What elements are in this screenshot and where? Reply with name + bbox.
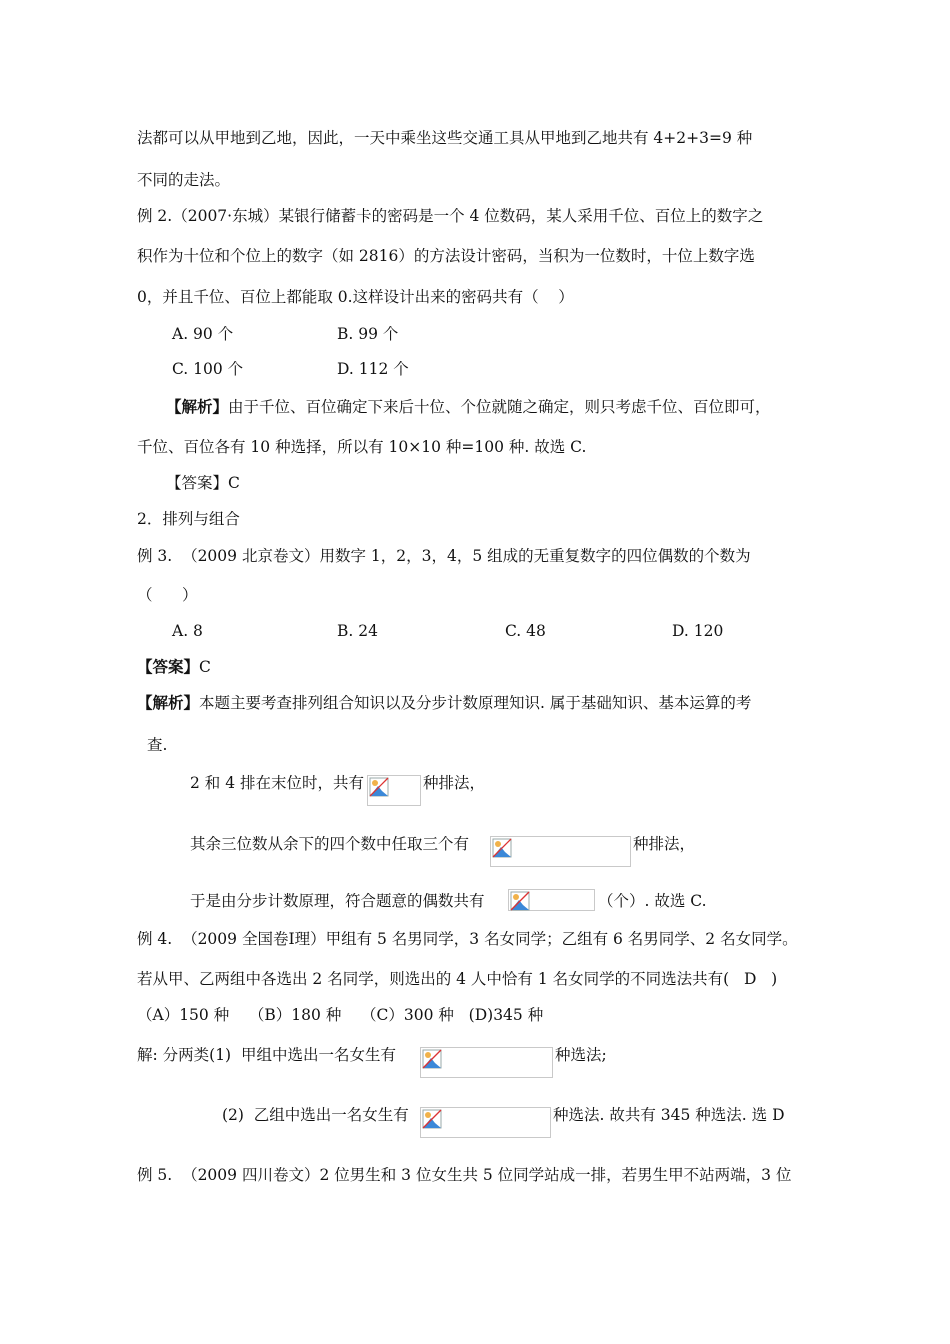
analysis-line [166, 397, 771, 417]
broken-image-icon [367, 775, 421, 806]
text-line: 种选法. 故共有 345 种选法. 选 D [553, 1106, 785, 1124]
option-b: B. 24 [337, 622, 378, 640]
option-a: A. 8 [172, 622, 203, 640]
text-line: （ ） [137, 586, 198, 604]
text-line: 其余三位数从余下的四个数中任取三个有 [190, 835, 470, 853]
answer-line: 【答案】C [166, 474, 240, 492]
answer-line [137, 657, 211, 677]
text-line: 查. [147, 736, 168, 754]
text-line: 法都可以从甲地到乙地，因此，一天中乘坐这些交通工具从甲地到乙地共有 4+2+3=9 种 [137, 129, 753, 147]
example-2-title: 例 2.（2007·东城）某银行储蓄卡的密码是一个 4 位数码，某人采用千位、百位上的数字之 [137, 207, 764, 225]
example-5-title: 例 5. （2009 四川卷文）2 位男生和 3 位女生共 5 位同学站成一排，若男生甲不站两端，3 位 [137, 1166, 792, 1184]
example-3-title: 例 3. （2009 北京卷文）用数字 1，2，3，4，5 组成的无重复数字的四位偶数的个数为 [137, 547, 751, 565]
example-4-title: 例 4. （2009 全国卷Ⅰ理）甲组有 5 名男同学，3 名女同学；乙组有 6 名男同学、2 名女同学。 [137, 930, 798, 948]
section-heading: 2．排列与组合 [137, 510, 240, 528]
analysis-line [137, 693, 751, 713]
text-line: 不同的走法。 [137, 171, 231, 189]
analysis-text: 由于千位、百位确定下来后十位、个位就随之确定，则只考虑千位、百位即可， [228, 398, 771, 416]
broken-image-icon [420, 1107, 551, 1138]
option-b: B. 99 个 [337, 325, 399, 343]
option-d: D. 120 [672, 622, 724, 640]
option-a: A. 90 个 [172, 325, 234, 343]
options-line: （A）150 种 （B）180 种 （C）300 种 (D)345 种 [137, 1006, 544, 1024]
text-line: 若从甲、乙两组中各选出 2 名同学，则选出的 4 人中恰有 1 名女同学的不同选法共有( D ) [137, 970, 778, 988]
text-line: (2) 乙组中选出一名女生有 [222, 1106, 409, 1124]
text-line: 于是由分步计数原理，符合题意的偶数共有 [190, 892, 485, 910]
text-line: 解: 分两类(1) 甲组中选出一名女生有 [137, 1046, 396, 1064]
option-c: C. 48 [505, 622, 546, 640]
text-line: 2 和 4 排在末位时，共有 [190, 774, 365, 792]
broken-image-icon [508, 889, 595, 911]
text-line: 种排法， [423, 774, 486, 792]
analysis-tag: 【解析】 [137, 693, 200, 712]
text-line: 种排法， [633, 835, 696, 853]
answer-value: C [199, 658, 211, 676]
broken-image-icon [490, 836, 631, 867]
text-line: 种选法; [555, 1046, 607, 1064]
answer-tag: 【答案】 [137, 657, 200, 676]
analysis-text: 本题主要考查排列组合知识以及分步计数原理知识. 属于基础知识、基本运算的考 [199, 694, 752, 712]
text-line: 0，并且千位、百位上都能取 0.这样设计出来的密码共有（ ） [137, 288, 574, 306]
text-line: 积作为十位和个位上的数字（如 2816）的方法设计密码，当积为一位数时，十位上数字选 [137, 247, 755, 265]
option-c: C. 100 个 [172, 360, 244, 378]
text-line: 千位、百位各有 10 种选择，所以有 10×10 种=100 种. 故选 C. [137, 438, 587, 456]
analysis-tag: 【解析】 [166, 397, 229, 416]
text-line: （个）. 故选 C. [598, 892, 707, 910]
option-d: D. 112 个 [337, 360, 409, 378]
broken-image-icon [420, 1047, 553, 1078]
